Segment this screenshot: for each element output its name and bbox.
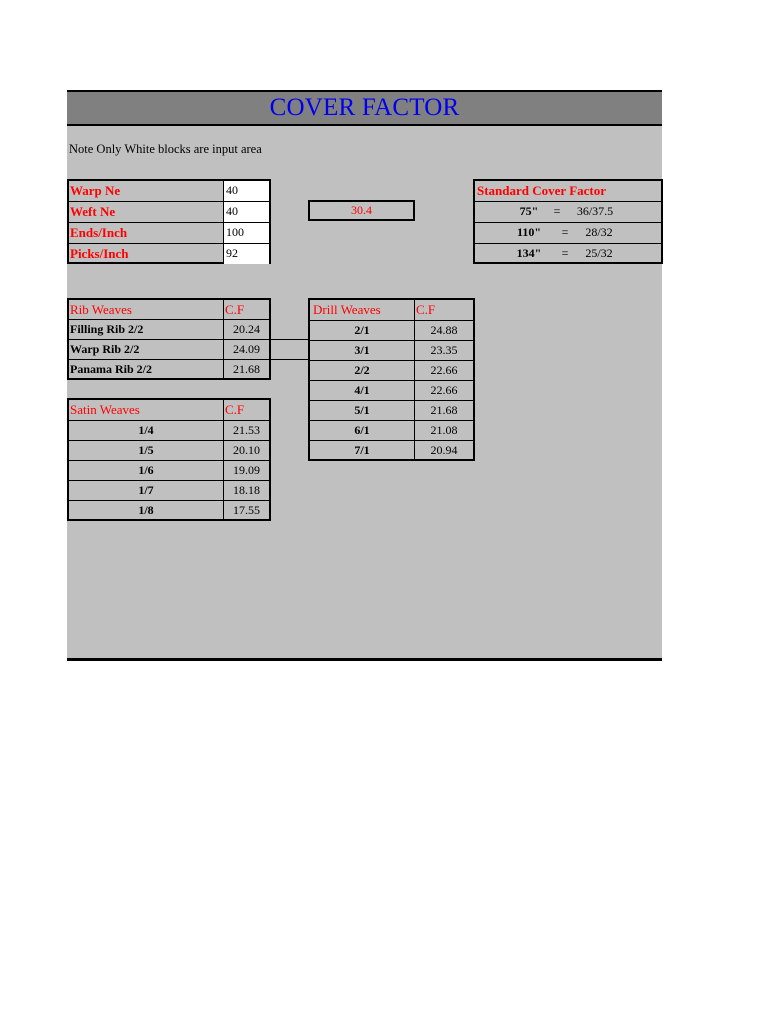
satin-weave-name: 1/5	[138, 443, 154, 457]
drill-header-row	[310, 300, 473, 321]
table-row	[310, 381, 473, 401]
satin-weave-name: 1/4	[138, 423, 154, 437]
rib-weave-cf: 20.24	[223, 320, 269, 339]
table-row	[310, 341, 473, 361]
standard-eq: =	[561, 225, 569, 239]
satin-weave-cf: 20.10	[223, 441, 269, 460]
satin-weave-name: 1/8	[138, 503, 154, 517]
ends-inch-input[interactable]: 100	[223, 223, 269, 243]
satin-weave-cf: 18.18	[223, 481, 269, 500]
title-bar	[67, 90, 662, 126]
drill-weave-cf: 22.66	[414, 381, 473, 400]
cover-factor-sheet	[67, 90, 662, 661]
standard-value: 36/37.5	[576, 204, 614, 218]
drill-weave-cf: 21.68	[414, 401, 473, 420]
drill-weave-name: 6/1	[354, 423, 370, 437]
drill-weave-name: 3/1	[354, 343, 370, 357]
rib-header-row	[69, 300, 269, 320]
rib-weave-name: Warp Rib 2/2	[70, 342, 140, 356]
input-row-ends-inch	[69, 223, 269, 244]
rib-weave-name: Filling Rib 2/2	[70, 322, 144, 336]
drill-cf-header: C.F	[414, 300, 473, 320]
connector-line	[271, 359, 308, 360]
satin-weaves-header: Satin Weaves	[70, 402, 140, 417]
input-row-picks-inch	[69, 244, 269, 264]
rib-weave-name: Panama Rib 2/2	[70, 362, 153, 376]
table-row	[310, 441, 473, 461]
table-row	[310, 421, 473, 441]
input-note: Note Only White blocks are input area	[69, 142, 262, 156]
drill-weave-cf: 20.94	[414, 441, 473, 461]
drill-weave-name: 2/1	[354, 323, 370, 337]
weft-ne-input[interactable]: 40	[223, 202, 269, 222]
drill-weaves-table	[308, 298, 475, 461]
standard-width: 134"	[516, 246, 542, 260]
satin-weave-name: 1/7	[138, 483, 154, 497]
satin-cf-header: C.F	[223, 400, 269, 420]
table-row	[69, 481, 269, 501]
drill-weave-cf: 23.35	[414, 341, 473, 360]
weft-ne-label: Weft Ne	[70, 204, 116, 219]
table-row	[69, 501, 269, 521]
rib-weaves-table	[67, 298, 271, 380]
standard-row	[475, 223, 661, 244]
page-title: COVER FACTOR	[269, 94, 460, 121]
warp-ne-input[interactable]: 40	[223, 181, 269, 201]
satin-weaves-table	[67, 398, 271, 521]
drill-weave-cf: 22.66	[414, 361, 473, 380]
drill-weave-name: 5/1	[354, 403, 370, 417]
standard-width: 75"	[519, 204, 539, 218]
ends-inch-label: Ends/Inch	[70, 225, 128, 240]
table-row	[69, 340, 269, 360]
table-row	[69, 421, 269, 441]
table-row	[310, 321, 473, 341]
drill-weave-name: 2/2	[354, 363, 370, 377]
cover-factor-result: 30.4	[351, 203, 372, 217]
table-row	[310, 401, 473, 421]
drill-weave-cf: 21.08	[414, 421, 473, 440]
drill-weaves-header: Drill Weaves	[313, 302, 381, 317]
satin-weave-name: 1/6	[138, 463, 154, 477]
table-row	[69, 441, 269, 461]
standard-eq: =	[561, 246, 569, 260]
drill-weave-cf: 24.88	[414, 321, 473, 340]
standard-row	[475, 202, 661, 223]
inputs-table	[67, 179, 271, 264]
table-row	[310, 361, 473, 381]
table-row	[69, 320, 269, 340]
input-row-weft-ne	[69, 202, 269, 223]
satin-weave-cf: 19.09	[223, 461, 269, 480]
standard-width: 110"	[517, 225, 541, 239]
table-row	[69, 360, 269, 380]
picks-inch-label: Picks/Inch	[70, 246, 129, 261]
rib-weave-cf: 24.09	[223, 340, 269, 359]
warp-ne-label: Warp Ne	[70, 183, 121, 198]
satin-weave-cf: 21.53	[223, 421, 269, 440]
standard-header-row	[475, 181, 661, 202]
connector-line	[271, 339, 308, 340]
rib-cf-header: C.F	[223, 300, 269, 319]
standard-row	[475, 244, 661, 264]
satin-weave-cf: 17.55	[223, 501, 269, 521]
standard-header: Standard Cover Factor	[477, 183, 607, 198]
drill-weave-name: 4/1	[354, 383, 370, 397]
standard-value: 25/32	[585, 246, 613, 260]
result-box	[308, 200, 415, 221]
standard-eq: =	[553, 204, 561, 218]
rib-weaves-header: Rib Weaves	[70, 302, 132, 317]
table-row	[69, 461, 269, 481]
drill-weave-name: 7/1	[354, 443, 370, 457]
rib-weave-cf: 21.68	[223, 360, 269, 380]
input-row-warp-ne	[69, 181, 269, 202]
picks-inch-input[interactable]: 92	[223, 244, 269, 264]
satin-header-row	[69, 400, 269, 421]
standard-cover-factor-table	[473, 179, 663, 264]
standard-value: 28/32	[585, 225, 613, 239]
